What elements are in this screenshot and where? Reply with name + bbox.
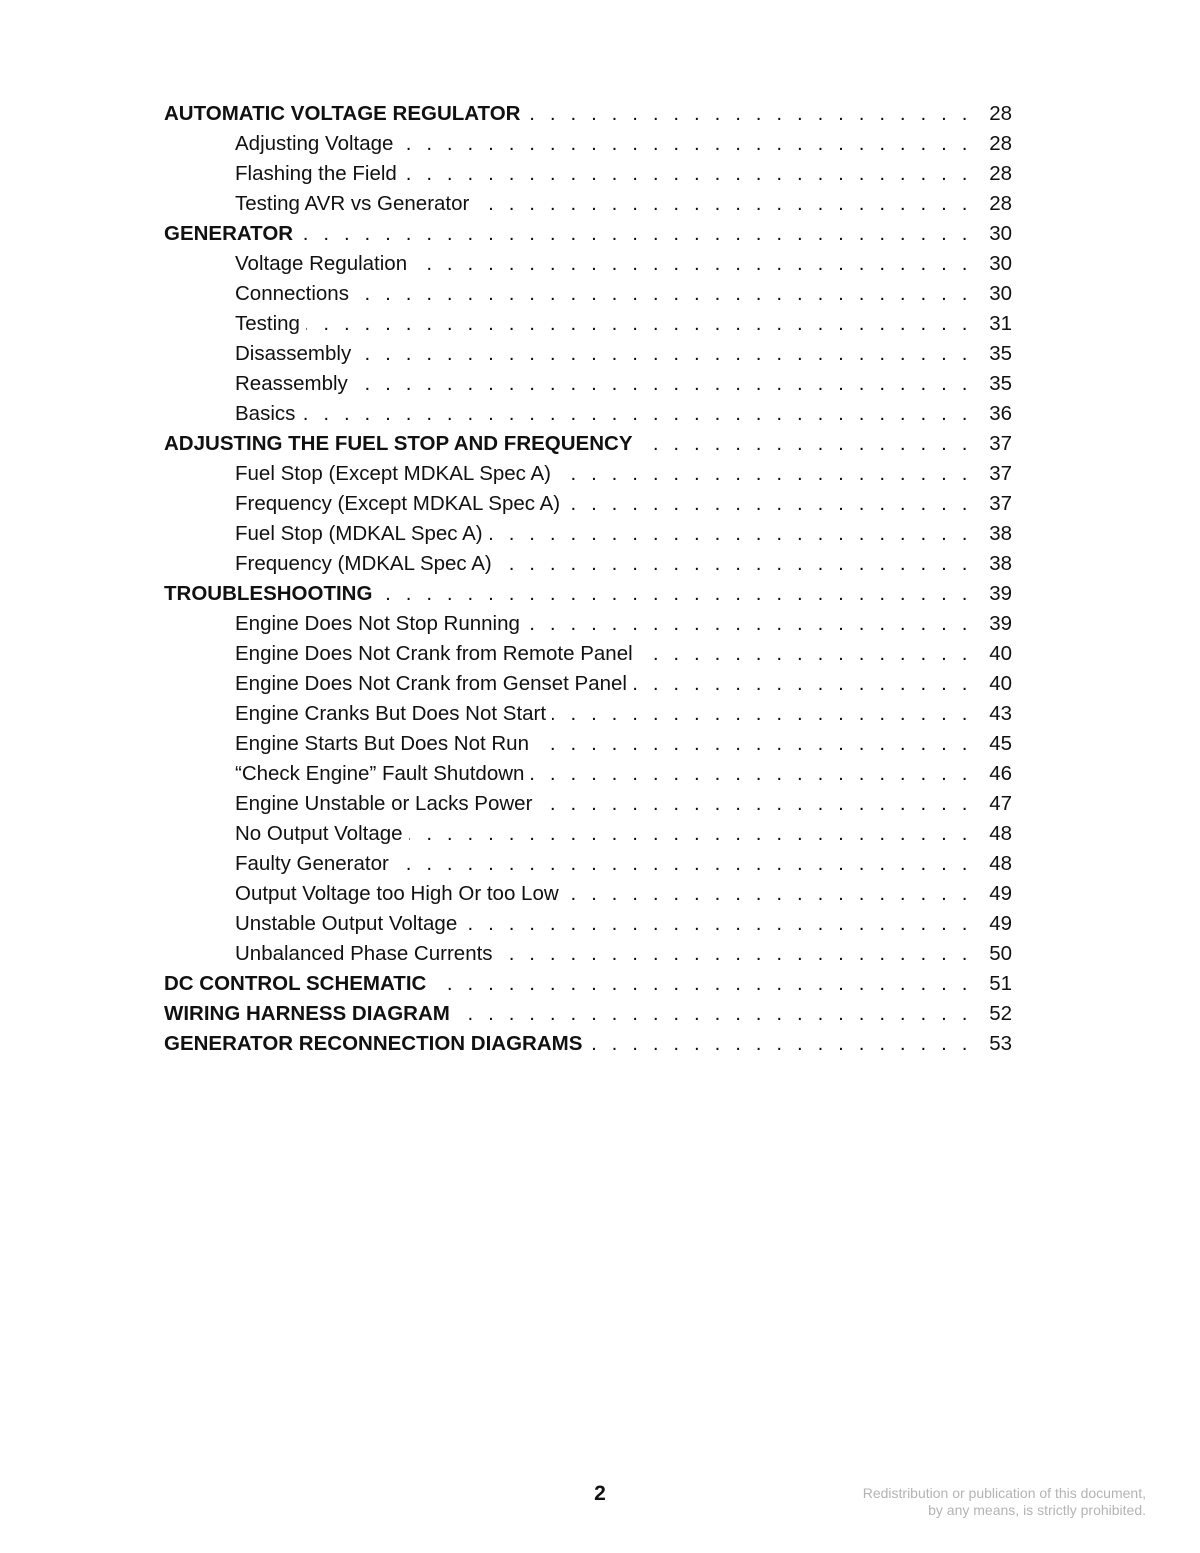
dot-leader — [498, 549, 972, 579]
toc-subsection-entry — [164, 549, 1012, 579]
toc-subsection-entry — [164, 309, 1012, 339]
dot-leader — [499, 939, 972, 969]
toc-entry-page: 40 — [989, 672, 1012, 695]
redistribution-notice — [863, 1485, 1146, 1519]
toc-entry-title: Flashing the Field — [235, 162, 397, 185]
toc-entry-page: 37 — [989, 492, 1012, 515]
toc-subsection-entry — [164, 759, 1012, 789]
toc-entry-page: 35 — [989, 342, 1012, 365]
toc-subsection-entry — [164, 639, 1012, 669]
toc-entry-page: 50 — [989, 942, 1012, 965]
page-number: 2 — [594, 1482, 606, 1505]
toc-entry-title: TROUBLESHOOTING — [164, 582, 373, 605]
dot-leader — [530, 759, 972, 789]
toc-entry-page: 36 — [989, 402, 1012, 425]
toc-subsection-entry — [164, 819, 1012, 849]
dot-leader — [557, 459, 972, 489]
toc-entry-page: 37 — [989, 462, 1012, 485]
table-of-contents — [164, 99, 1012, 1059]
toc-subsection-entry — [164, 459, 1012, 489]
notice-line: Redistribution or publication of this document, — [862, 1485, 1146, 1501]
dot-leader — [475, 189, 972, 219]
dot-leader — [432, 969, 972, 999]
toc-entry-page: 39 — [989, 582, 1012, 605]
toc-entry-title: Reassembly — [235, 372, 348, 395]
toc-entry-page: 30 — [989, 282, 1012, 305]
toc-subsection-entry — [164, 339, 1012, 369]
dot-leader — [566, 489, 972, 519]
toc-subsection-entry — [164, 669, 1012, 699]
toc-subsection-entry — [164, 129, 1012, 159]
dot-leader — [639, 429, 972, 459]
toc-subsection-entry — [164, 879, 1012, 909]
dot-leader — [489, 519, 972, 549]
toc-entry-page: 28 — [989, 192, 1012, 215]
toc-subsection-entry — [164, 279, 1012, 309]
toc-entry-title: Disassembly — [235, 342, 352, 365]
notice-line: by any means, is strictly prohibited. — [928, 1502, 1146, 1518]
toc-entry-title: Unbalanced Phase Currents — [235, 942, 493, 965]
toc-subsection-entry — [164, 849, 1012, 879]
toc-entry-title: “Check Engine” Fault Shutdown — [235, 762, 525, 785]
toc-entry-page: 40 — [989, 642, 1012, 665]
toc-entry-page: 28 — [989, 102, 1012, 125]
toc-entry-title: Engine Does Not Stop Running — [235, 612, 520, 635]
toc-subsection-entry — [164, 489, 1012, 519]
dot-leader — [463, 909, 972, 939]
toc-entry-title: Frequency (MDKAL Spec A) — [235, 552, 492, 575]
toc-subsection-entry — [164, 939, 1012, 969]
toc-subsection-entry — [164, 159, 1012, 189]
toc-entry-page: 28 — [989, 132, 1012, 155]
toc-entry-title: Engine Unstable or Lacks Power — [235, 792, 533, 815]
dot-leader — [299, 219, 972, 249]
toc-entry-page: 51 — [989, 972, 1012, 995]
toc-section-entry — [164, 219, 1012, 249]
toc-entry-page: 48 — [989, 822, 1012, 845]
dot-leader — [354, 369, 972, 399]
toc-entry-page: 43 — [989, 702, 1012, 725]
toc-section-entry — [164, 579, 1012, 609]
toc-subsection-entry — [164, 399, 1012, 429]
toc-entry-page: 31 — [989, 312, 1012, 335]
toc-subsection-entry — [164, 189, 1012, 219]
toc-entry-title: Unstable Output Voltage — [235, 912, 458, 935]
toc-entry-title: Faulty Generator — [235, 852, 389, 875]
toc-entry-title: Frequency (Except MDKAL Spec A) — [235, 492, 561, 515]
toc-subsection-entry — [164, 909, 1012, 939]
toc-entry-page: 49 — [989, 912, 1012, 935]
toc-entry-title: Voltage Regulation — [235, 252, 408, 275]
toc-entry-title: Engine Starts But Does Not Run — [235, 732, 529, 755]
toc-entry-title: Fuel Stop (Except MDKAL Spec A) — [235, 462, 551, 485]
toc-entry-title: Adjusting Voltage — [235, 132, 394, 155]
dot-leader — [409, 819, 972, 849]
dot-leader — [413, 249, 972, 279]
toc-entry-page: 35 — [989, 372, 1012, 395]
dot-leader — [395, 849, 972, 879]
toc-entry-page: 53 — [989, 1032, 1012, 1055]
toc-subsection-entry — [164, 249, 1012, 279]
toc-entry-title: Basics — [235, 402, 296, 425]
toc-entry-page: 47 — [989, 792, 1012, 815]
dot-leader — [399, 129, 972, 159]
toc-section-entry — [164, 1029, 1012, 1059]
dot-leader — [355, 279, 972, 309]
toc-entry-page: 49 — [989, 882, 1012, 905]
dot-leader — [456, 999, 972, 1029]
toc-section-entry — [164, 429, 1012, 459]
dot-leader — [639, 639, 972, 669]
toc-entry-title: WIRING HARNESS DIAGRAM — [164, 1002, 450, 1025]
toc-entry-page: 39 — [989, 612, 1012, 635]
toc-entry-page: 46 — [989, 762, 1012, 785]
toc-entry-title: Engine Does Not Crank from Remote Panel — [235, 642, 633, 665]
dot-leader — [526, 99, 972, 129]
toc-subsection-entry — [164, 729, 1012, 759]
dot-leader — [588, 1029, 972, 1059]
toc-entry-title: GENERATOR — [164, 222, 294, 245]
dot-leader — [535, 729, 972, 759]
toc-entry-title: GENERATOR RECONNECTION DIAGRAMS — [164, 1032, 583, 1055]
toc-section-entry — [164, 969, 1012, 999]
toc-subsection-entry — [164, 609, 1012, 639]
toc-entry-page: 30 — [989, 252, 1012, 275]
dot-leader — [306, 309, 972, 339]
toc-subsection-entry — [164, 369, 1012, 399]
toc-entry-page: 30 — [989, 222, 1012, 245]
toc-subsection-entry — [164, 789, 1012, 819]
toc-entry-page: 28 — [989, 162, 1012, 185]
toc-entry-title: Engine Does Not Crank from Genset Panel — [235, 672, 627, 695]
toc-entry-title: Fuel Stop (MDKAL Spec A) — [235, 522, 483, 545]
toc-entry-page: 38 — [989, 522, 1012, 545]
toc-entry-title: Connections — [235, 282, 349, 305]
toc-entry-title: Output Voltage too High Or too Low — [235, 882, 559, 905]
toc-entry-title: Engine Cranks But Does Not Start — [235, 702, 547, 725]
toc-entry-title: No Output Voltage — [235, 822, 403, 845]
dot-leader — [403, 159, 972, 189]
toc-section-entry — [164, 99, 1012, 129]
toc-section-entry — [164, 999, 1012, 1029]
dot-leader — [526, 609, 972, 639]
toc-entry-page: 45 — [989, 732, 1012, 755]
dot-leader — [565, 879, 972, 909]
dot-leader — [552, 699, 972, 729]
dot-leader — [357, 339, 972, 369]
dot-leader — [633, 669, 972, 699]
dot-leader — [378, 579, 972, 609]
toc-entry-title: Testing AVR vs Generator — [235, 192, 470, 215]
toc-entry-page: 38 — [989, 552, 1012, 575]
toc-entry-page: 52 — [989, 1002, 1012, 1025]
toc-entry-title: DC CONTROL SCHEMATIC — [164, 972, 427, 995]
toc-entry-title: AUTOMATIC VOLTAGE REGULATOR — [164, 102, 521, 125]
toc-entry-page: 48 — [989, 852, 1012, 875]
toc-subsection-entry — [164, 519, 1012, 549]
toc-subsection-entry — [164, 699, 1012, 729]
toc-entry-title: Testing — [235, 312, 300, 335]
toc-entry-title: ADJUSTING THE FUEL STOP AND FREQUENCY — [164, 432, 633, 455]
dot-leader — [301, 399, 972, 429]
toc-entry-page: 37 — [989, 432, 1012, 455]
dot-leader — [538, 789, 972, 819]
